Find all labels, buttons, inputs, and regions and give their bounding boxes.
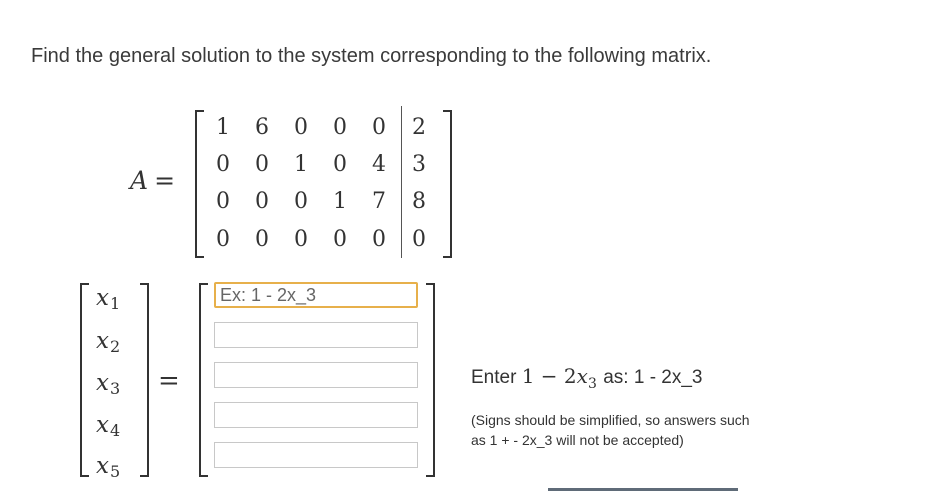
variable-subscript: 2 [109,337,121,356]
matrix-left-bracket [195,110,204,258]
matrix-cell: 0 [294,227,308,252]
matrix-cell: 0 [294,115,308,140]
matrix-cell: 0 [412,227,426,252]
sign-note: (Signs should be simplified, so answers such as 1 + - 2x_3 will not be accepted) [471,412,750,448]
matrix-cell: 0 [294,189,308,214]
matrix-cell: 0 [216,189,230,214]
matrix-right-bracket [443,110,452,258]
variable-x5 [96,453,120,481]
variable-x2 [96,328,120,356]
matrix-cell: 0 [333,115,347,140]
variable-base: x [96,412,109,438]
hint-math [521,364,604,392]
variable-base: x [96,370,109,396]
matrix-cell: 6 [255,115,269,140]
answer-input-x2[interactable] [214,322,418,348]
answer-input-x1[interactable] [214,282,418,308]
matrix-cell: 0 [372,227,386,252]
matrix-cell: 0 [216,152,230,177]
hint-math-coef: 2 [563,364,577,388]
variable-subscript: 5 [109,462,121,481]
matrix-label [130,166,175,195]
variable-subscript: 3 [109,379,121,398]
matrix-cell: 8 [412,189,426,214]
answer-left-bracket [199,283,208,477]
hint-math-one: 1 [521,364,535,388]
hint-prefix: Enter [471,367,517,388]
bottom-scroll-indicator [548,488,738,491]
hint-suffix: as: 1 - 2x_3 [603,367,703,388]
answer-input-x3[interactable] [214,362,418,388]
matrix-cell: 3 [412,152,426,177]
input-format-hint [471,364,703,392]
matrix-cell: 1 [294,152,308,177]
variable-subscript: 1 [109,294,121,313]
matrix-cell: 7 [372,189,386,214]
variable-base: x [96,453,109,479]
matrix-cell: 0 [216,227,230,252]
augment-divider [401,106,402,258]
matrix-cell: 0 [255,227,269,252]
answer-input-x5[interactable] [214,442,418,468]
question-text: Find the general solution to the system corresponding to the following matrix. [31,45,712,67]
hint-math-minus: − [540,364,558,388]
vector-left-bracket [80,283,89,477]
hint-math-sub: 3 [587,376,597,392]
hint-math-var: x [576,364,588,388]
matrix-cell: 0 [333,152,347,177]
matrix-cell: 0 [333,227,347,252]
matrix-cell: 1 [333,189,347,214]
answer-input-x4[interactable] [214,402,418,428]
matrix-equals: = [154,166,176,195]
variable-base: x [96,285,109,311]
matrix-cell: 2 [412,115,426,140]
matrix-cell: 1 [216,115,230,140]
matrix-cell: 4 [372,152,386,177]
matrix-cell: 0 [372,115,386,140]
answer-right-bracket [426,283,435,477]
variable-base: x [96,328,109,354]
variable-subscript: 4 [109,421,121,440]
variable-x4 [96,412,120,440]
variable-x1 [96,285,120,313]
matrix-cell: 0 [255,189,269,214]
matrix-name: A [130,166,149,195]
variable-x3 [96,370,120,398]
vector-right-bracket [140,283,149,477]
solution-equals: = [158,366,180,396]
matrix-cell: 0 [255,152,269,177]
